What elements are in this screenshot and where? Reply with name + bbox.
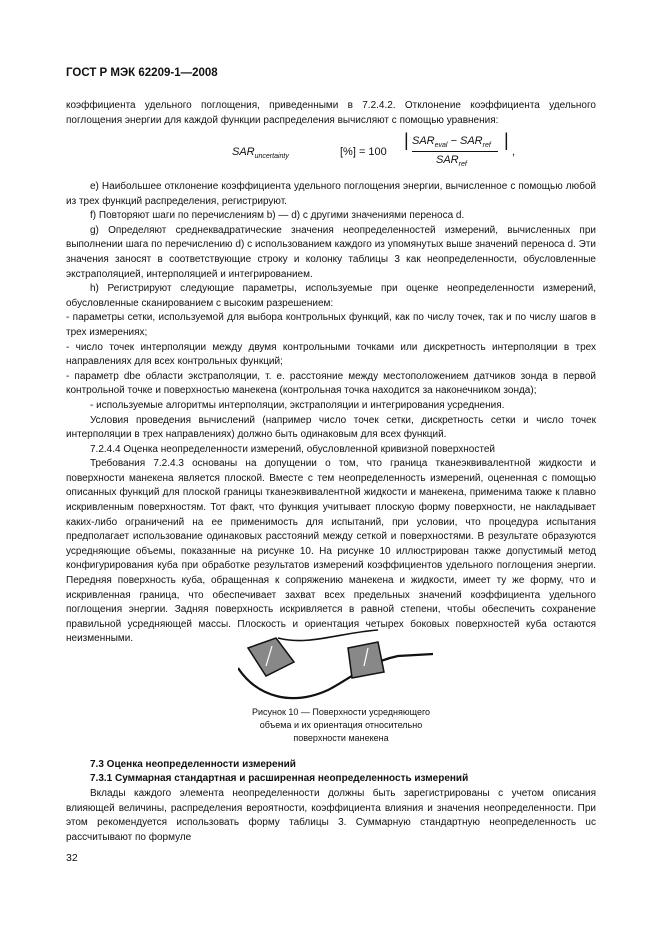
paragraph-requirements: Требования 7.2.4.3 основаны на допущении о том, что граница тканеэквивалентной жидкости и поверхности манекена является плоской. Вместе с тем неопределенность измерений, оцененная с помощью описанных функций для плоской границы тканеэквивалентной жидкости и манекена, применима также к плавно искривленным поверхностям. Тот факт, что функция учитывает плоскую форму поверхности, не накладывает каких-либо ограничений на ее применимость для испытаний, при условии, что процедура испытания предполагает использование одинаковых расстояний между сеткой и поверхностями. В результате образуются усредняющие объемы, показанные на рисунке 10. На рисунке 10 иллюстрирован также допустимый метод конфигурирования куба при обработке результатов измерений коэффициентов удельного поглощения энергии. Передняя поверхность куба, обращенная к сопряжению манекена и жидкости, имеет ту же форму, что и искривленная граница, что обеспечивает захват всех предельных значений коэффициента удельного поглощения энергии. Задняя поверхность искривляется в равной степени, чтобы обеспечить сохранение правильной усредняющей массы. Плоскость и ориентация четырех боковых поверхностей куба остаются неизменными. (66, 458, 596, 645)
formula-trail: , (512, 146, 516, 158)
paragraph-final: Вклады каждого элемента неопределенности должны быть зарегистрированы с учетом описания влияющей величины, распределения вероятности, коэффициента влияния и значения неопределенности. При этом рекомендуется использовать форму таблицы 3. Суммарную стандартную неопределенность uc рассчитывают по формуле (66, 788, 596, 843)
phantom-surface-inner (278, 630, 378, 641)
heading-7244: 7.2.4.4 Оценка неопределенности измерений, обусловленной кривизной поверхностей (90, 443, 495, 455)
paragraph-h: h) Регистрируют следующие параметры, используемые при оценке неопределенности измерений, обусловленные сканированием с высоким разрешением: (66, 283, 596, 309)
paragraph-g: g) Определяют среднеквадратические значения неопределенностей измерений, вычисленных при выполнении шага по перечислению d) с использованием каждого из упомянутых выше значений переноса d. Эти значения заносят в соответствующие строку и колонку таблицы 3 как неопределенности, обусловленные экстраполяцией, интерполяцией и интегрированием. (66, 224, 596, 280)
figure-10-diagram (238, 628, 438, 704)
formula-lhs: SAR (232, 146, 255, 158)
formula-den: SAR (436, 154, 459, 166)
formula-num-sub2: ref (482, 142, 491, 150)
averaging-cube-right (348, 642, 384, 678)
bullet-2: - число точек интерполяции между двумя контрольными точками или дискретность интерполяции в трех направлениях для всех контрольных функций; (66, 341, 596, 368)
body-list (66, 180, 596, 647)
paragraph-final-block (66, 787, 596, 845)
formula-lhs-sub: uncertainty (254, 153, 289, 161)
formula-minus: − SAR (450, 135, 483, 147)
page-number: 32 (66, 852, 78, 864)
paragraph-f: f) Повторяют шаги по перечислениям b) — d) с другими значениями переноса d. (90, 210, 465, 222)
paragraph-e: e) Наибольшее отклонение коэффициента удельного поглощения энергии, вычисленное с помощью любой из трех функций распределения, регистрируют. (66, 181, 596, 207)
formula-num: SAR (412, 135, 435, 147)
paragraph-conditions: Условия проведения вычислений (например число точек сетки, дискретность сетки и число точек интерполяции в трех направлениях) должно быть одинаковым для всех функций. (66, 414, 596, 441)
formula-num-sub1: eval (434, 142, 448, 150)
bullet-3: - параметр dbe области экстраполяции, т. е. расстояние между местоположением датчиков зонда в первой контрольной точке и поверхностью манекена (контрольная точка находится за наконечником зонда); (66, 370, 596, 397)
bullet-1: - параметры сетки, используемой для выбора контрольных функций, как по числу точек, так и по числу шагов в трех измерениях; (66, 312, 596, 338)
figure-caption: Рисунок 10 — Поверхности усредняющего объема и их ориентация относительно поверхности манекена (251, 707, 431, 743)
formula-den-sub: ref (458, 161, 467, 169)
section-heading-7-3: 7.3 Оценка неопределенности измерений (90, 759, 296, 770)
averaging-cube-left (248, 638, 294, 676)
bullet-4: - используемые алгоритмы интерполяции, экстраполяции и интегрирования усреднения. (90, 399, 505, 411)
document-header: ГОСТ Р МЭК 62209-1—2008 (66, 67, 218, 79)
section-heading-7-3-1: 7.3.1 Суммарная стандартная и расширенная неопределенность измерений (90, 773, 469, 784)
uncertainty-formula: $SAR_{uncertainty}$ [%] = 100 | $SAR_{eval} - SAR_{ref}$ $SAR_{ref}$ | , (232, 130, 516, 169)
paragraph-text: коэффициента удельного поглощения, приведенными в 7.2.4.2. Отклонение коэффициента удельного поглощения энергии для каждой функции распределения вычисляют с помощью уравнения: (66, 100, 596, 126)
formula-unit: [%] = 100 (340, 146, 387, 158)
paragraph-intro (66, 99, 596, 128)
